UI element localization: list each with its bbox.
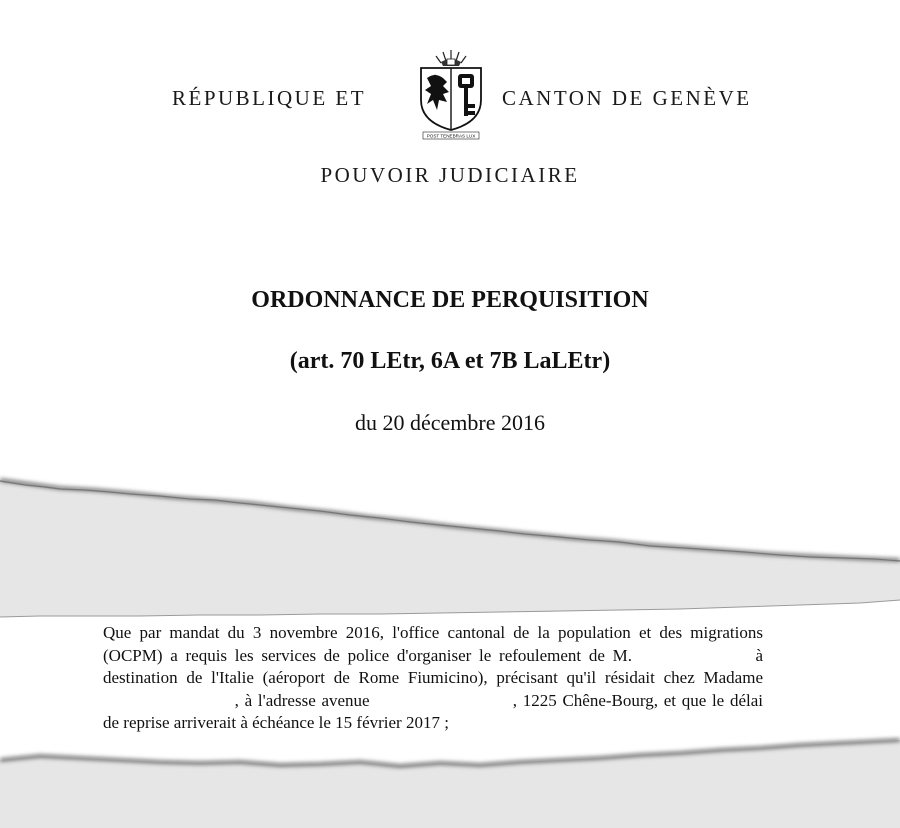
- document-title: ORDONNANCE DE PERQUISITION: [251, 287, 649, 313]
- bottom-gap: [0, 740, 900, 828]
- body-paragraph: [103, 622, 763, 735]
- crest-motto: POST TENEBRAS LUX: [426, 133, 476, 139]
- document-subtitle: (art. 70 LEtr, 6A et 7B LaLEtr): [289, 348, 611, 374]
- department-name: POUVOIR JUDICIAIRE: [320, 163, 580, 187]
- paragraph-line: Que par mandat du 3 novembre 2016, l'office cantonal de la population et des migrations: [103, 623, 763, 642]
- document-date: du 20 décembre 2016: [355, 410, 545, 435]
- paragraph-line: destination de l'Italie (aéroport de Rome Fiumicino), précisant qu'il résidait chez Madame: [103, 668, 763, 687]
- paragraph-line: , à l'adresse avenue , 1225 Chêne-Bourg, et que le délai: [103, 690, 763, 710]
- torn-gap: [0, 480, 900, 617]
- header-republique: RÉPUBLIQUE ET: [172, 86, 367, 110]
- header-canton: CANTON DE GENÈVE: [502, 86, 752, 110]
- paragraph-line: de reprise arriverait à échéance le 15 février 2017 ;: [103, 713, 449, 732]
- paragraph-line: (OCPM) a requis les services de police d'organiser le refoulement de M. à: [103, 645, 763, 665]
